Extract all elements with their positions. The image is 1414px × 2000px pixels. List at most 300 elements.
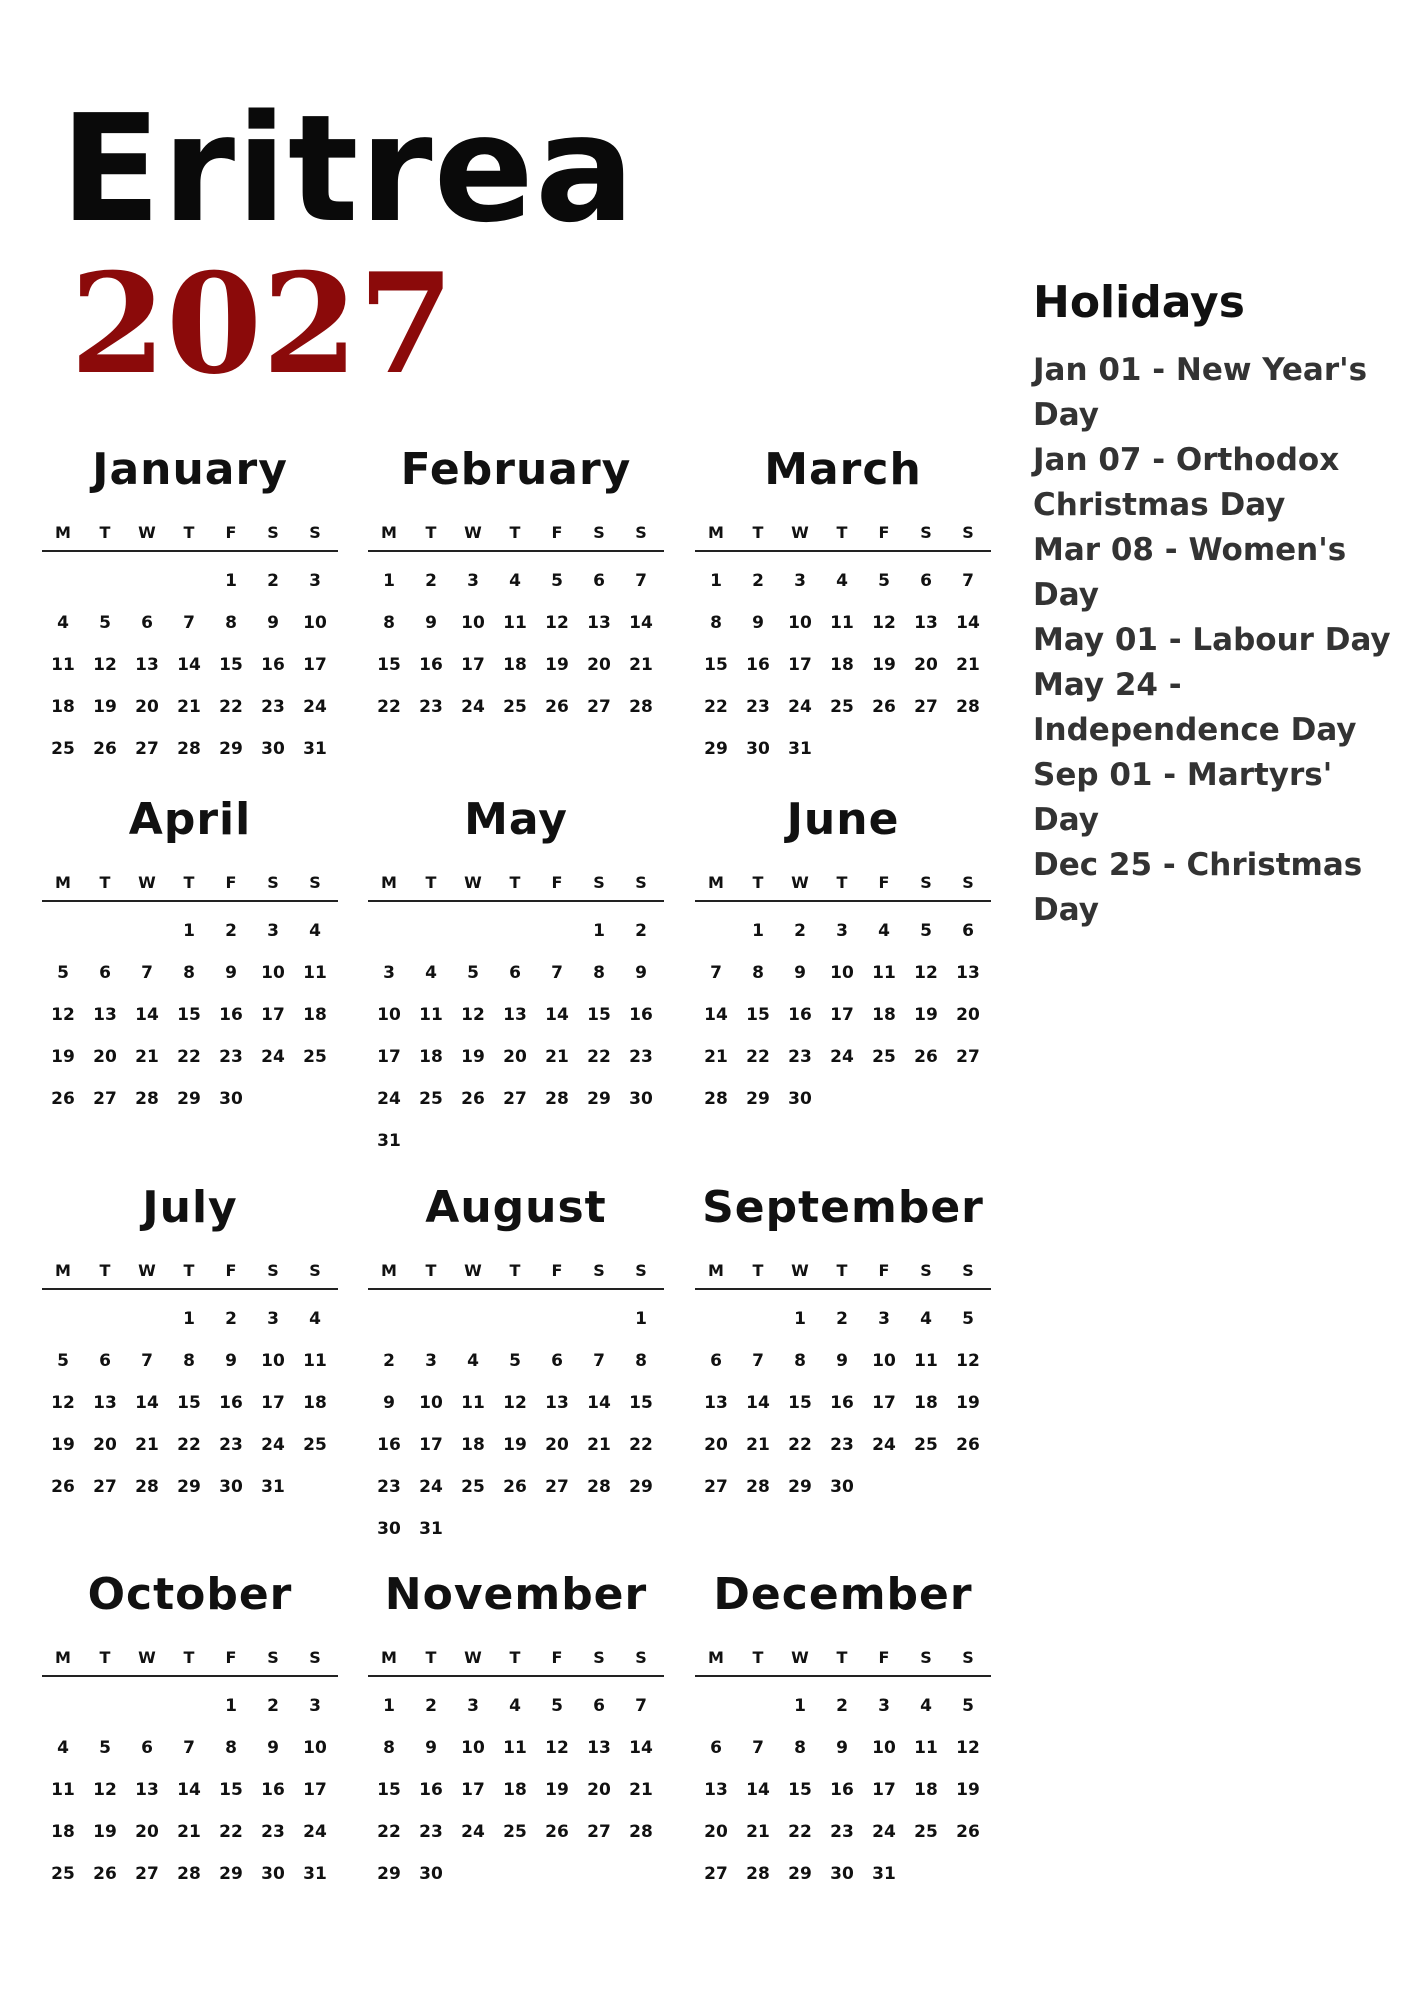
day-cell: 31 — [377, 1131, 401, 1151]
day-cell: 6 — [710, 1351, 722, 1371]
week-row — [42, 1769, 338, 1811]
week-row — [695, 560, 991, 602]
day-cell: 13 — [93, 1005, 117, 1025]
day-cell: 12 — [914, 963, 938, 983]
day-cell: 6 — [962, 921, 974, 941]
day-cell: 23 — [629, 1047, 653, 1067]
day-cell: 22 — [177, 1435, 201, 1455]
weekday-label: T — [752, 522, 764, 542]
week-row — [42, 1382, 338, 1424]
day-cell: 8 — [752, 963, 764, 983]
weekday-label: T — [99, 1260, 111, 1280]
month-february — [368, 440, 664, 728]
weekday-header — [368, 1252, 664, 1290]
day-cell: 23 — [788, 1047, 812, 1067]
weekday-header — [42, 1639, 338, 1677]
week-row — [42, 1685, 338, 1727]
day-cell: 22 — [788, 1822, 812, 1842]
week-row — [368, 1424, 664, 1466]
weekday-label: T — [836, 522, 848, 542]
day-cell: 19 — [51, 1047, 75, 1067]
weekday-label: W — [791, 522, 809, 542]
day-cell: 27 — [93, 1477, 117, 1497]
weekday-label: S — [267, 1260, 279, 1280]
day-cell: 26 — [545, 1822, 569, 1842]
day-cell: 9 — [225, 1351, 237, 1371]
day-cell: 29 — [746, 1089, 770, 1109]
month-september — [695, 1178, 991, 1508]
week-row — [42, 1340, 338, 1382]
day-cell: 12 — [51, 1005, 75, 1025]
day-cell: 13 — [914, 613, 938, 633]
weekday-label: F — [551, 522, 563, 542]
week-row — [695, 1727, 991, 1769]
day-cell: 5 — [509, 1351, 521, 1371]
weekday-header — [695, 1639, 991, 1677]
day-cell: 18 — [303, 1393, 327, 1413]
day-cell: 12 — [872, 613, 896, 633]
week-row — [42, 952, 338, 994]
day-cell: 15 — [177, 1005, 201, 1025]
days-grid — [695, 560, 991, 770]
day-cell: 20 — [135, 1822, 159, 1842]
day-cell: 28 — [746, 1477, 770, 1497]
day-cell: 15 — [219, 1780, 243, 1800]
day-cell: 13 — [704, 1780, 728, 1800]
day-cell: 27 — [587, 1822, 611, 1842]
day-cell: 22 — [629, 1435, 653, 1455]
day-cell: 14 — [746, 1780, 770, 1800]
weekday-label: T — [99, 1647, 111, 1667]
day-cell: 6 — [593, 1696, 605, 1716]
day-cell: 11 — [51, 1780, 75, 1800]
day-cell: 5 — [878, 571, 890, 591]
weekday-label: F — [225, 872, 237, 892]
day-cell: 11 — [51, 655, 75, 675]
weekday-label: T — [425, 872, 437, 892]
day-cell: 11 — [830, 613, 854, 633]
month-october — [42, 1565, 338, 1895]
day-cell: 2 — [267, 571, 279, 591]
day-cell: 6 — [710, 1738, 722, 1758]
day-cell: 9 — [836, 1351, 848, 1371]
day-cell: 18 — [914, 1393, 938, 1413]
weekday-label: W — [464, 522, 482, 542]
day-cell: 27 — [135, 1864, 159, 1884]
day-cell: 6 — [551, 1351, 563, 1371]
day-cell: 24 — [303, 697, 327, 717]
day-cell: 5 — [467, 963, 479, 983]
day-cell: 26 — [914, 1047, 938, 1067]
day-cell: 16 — [629, 1005, 653, 1025]
day-cell: 10 — [261, 963, 285, 983]
day-cell: 22 — [746, 1047, 770, 1067]
day-cell: 8 — [593, 963, 605, 983]
day-cell: 17 — [461, 655, 485, 675]
day-cell: 20 — [93, 1435, 117, 1455]
day-cell: 18 — [830, 655, 854, 675]
day-cell: 9 — [752, 613, 764, 633]
weekday-label: F — [551, 1647, 563, 1667]
month-name: August — [425, 1182, 607, 1233]
holiday-item: May 24 - Independence Day — [1033, 667, 1357, 748]
day-cell: 20 — [587, 655, 611, 675]
day-cell: 28 — [956, 697, 980, 717]
weekday-label: S — [593, 1647, 605, 1667]
day-cell: 1 — [183, 921, 195, 941]
weekday-label: W — [464, 1647, 482, 1667]
day-cell: 11 — [419, 1005, 443, 1025]
month-june — [695, 790, 991, 1120]
day-cell: 9 — [836, 1738, 848, 1758]
day-cell: 25 — [914, 1822, 938, 1842]
days-grid — [42, 560, 338, 770]
day-cell: 7 — [183, 1738, 195, 1758]
day-cell: 14 — [545, 1005, 569, 1025]
day-cell: 4 — [836, 571, 848, 591]
day-cell: 30 — [261, 1864, 285, 1884]
day-cell: 25 — [503, 697, 527, 717]
day-cell: 9 — [425, 1738, 437, 1758]
day-cell: 31 — [261, 1477, 285, 1497]
day-cell: 25 — [419, 1089, 443, 1109]
day-cell: 24 — [788, 697, 812, 717]
day-cell: 28 — [545, 1089, 569, 1109]
day-cell: 21 — [587, 1435, 611, 1455]
day-cell: 18 — [419, 1047, 443, 1067]
weekday-label: T — [509, 522, 521, 542]
day-cell: 31 — [872, 1864, 896, 1884]
week-row — [695, 644, 991, 686]
day-cell: 19 — [545, 655, 569, 675]
day-cell: 7 — [141, 963, 153, 983]
day-cell: 2 — [425, 571, 437, 591]
weekday-label: S — [635, 1260, 647, 1280]
day-cell: 5 — [962, 1309, 974, 1329]
month-name: May — [464, 794, 568, 845]
day-cell: 12 — [93, 655, 117, 675]
week-row — [695, 1811, 991, 1853]
day-cell: 14 — [629, 1738, 653, 1758]
weekday-label: S — [267, 1647, 279, 1667]
day-cell: 13 — [956, 963, 980, 983]
day-cell: 26 — [93, 1864, 117, 1884]
day-cell: 23 — [219, 1047, 243, 1067]
day-cell: 28 — [177, 739, 201, 759]
weekday-label: T — [752, 1260, 764, 1280]
day-cell: 17 — [830, 1005, 854, 1025]
day-cell: 3 — [878, 1696, 890, 1716]
weekday-label: W — [791, 872, 809, 892]
holiday-item: May 01 - Labour Day — [1033, 622, 1391, 658]
day-cell: 22 — [704, 697, 728, 717]
day-cell: 15 — [629, 1393, 653, 1413]
week-row — [368, 1811, 664, 1853]
day-cell: 31 — [303, 1864, 327, 1884]
day-cell: 12 — [93, 1780, 117, 1800]
day-cell: 25 — [872, 1047, 896, 1067]
day-cell: 1 — [183, 1309, 195, 1329]
day-cell: 3 — [383, 963, 395, 983]
day-cell: 15 — [746, 1005, 770, 1025]
day-cell: 19 — [503, 1435, 527, 1455]
week-row — [368, 910, 664, 952]
day-cell: 4 — [509, 571, 521, 591]
day-cell: 1 — [752, 921, 764, 941]
day-cell: 7 — [962, 571, 974, 591]
day-cell: 27 — [956, 1047, 980, 1067]
day-cell: 7 — [551, 963, 563, 983]
week-row — [695, 1466, 991, 1508]
month-name: February — [400, 444, 632, 495]
day-cell: 22 — [219, 697, 243, 717]
day-cell: 19 — [461, 1047, 485, 1067]
day-cell: 26 — [51, 1477, 75, 1497]
day-cell: 21 — [704, 1047, 728, 1067]
day-cell: 25 — [461, 1477, 485, 1497]
week-row — [368, 1382, 664, 1424]
day-cell: 3 — [878, 1309, 890, 1329]
week-row — [42, 1811, 338, 1853]
day-cell: 25 — [503, 1822, 527, 1842]
week-row — [368, 602, 664, 644]
day-cell: 7 — [141, 1351, 153, 1371]
weekday-label: S — [635, 1647, 647, 1667]
day-cell: 20 — [503, 1047, 527, 1067]
day-cell: 5 — [99, 1738, 111, 1758]
weekday-label: F — [878, 1260, 890, 1280]
day-cell: 14 — [704, 1005, 728, 1025]
day-cell: 30 — [261, 739, 285, 759]
weekday-label: S — [920, 522, 932, 542]
day-cell: 27 — [135, 739, 159, 759]
day-cell: 10 — [261, 1351, 285, 1371]
day-cell: 10 — [303, 1738, 327, 1758]
day-cell: 7 — [183, 613, 195, 633]
day-cell: 8 — [635, 1351, 647, 1371]
day-cell: 21 — [135, 1047, 159, 1067]
day-cell: 21 — [545, 1047, 569, 1067]
day-cell: 16 — [219, 1005, 243, 1025]
day-cell: 20 — [704, 1822, 728, 1842]
day-cell: 2 — [635, 921, 647, 941]
day-cell: 31 — [788, 739, 812, 759]
day-cell: 29 — [587, 1089, 611, 1109]
day-cell: 11 — [914, 1738, 938, 1758]
day-cell: 29 — [177, 1089, 201, 1109]
day-cell: 3 — [267, 1309, 279, 1329]
day-cell: 14 — [177, 655, 201, 675]
weekday-label: S — [309, 1647, 321, 1667]
day-cell: 2 — [225, 1309, 237, 1329]
days-grid — [368, 560, 664, 728]
days-grid — [368, 1298, 664, 1550]
day-cell: 16 — [746, 655, 770, 675]
day-cell: 1 — [635, 1309, 647, 1329]
day-cell: 22 — [177, 1047, 201, 1067]
day-cell: 2 — [225, 921, 237, 941]
day-cell: 22 — [587, 1047, 611, 1067]
month-name: April — [128, 794, 252, 845]
week-row — [42, 1727, 338, 1769]
week-row — [695, 602, 991, 644]
month-name: July — [142, 1182, 238, 1233]
week-row — [368, 686, 664, 728]
day-cell: 15 — [587, 1005, 611, 1025]
day-cell: 16 — [377, 1435, 401, 1455]
weekday-label: W — [138, 522, 156, 542]
day-cell: 11 — [503, 1738, 527, 1758]
day-cell: 14 — [177, 1780, 201, 1800]
weekday-header — [42, 1252, 338, 1290]
days-grid — [42, 1298, 338, 1508]
day-cell: 24 — [303, 1822, 327, 1842]
holidays-title: Holidays — [1033, 277, 1245, 328]
day-cell: 23 — [261, 1822, 285, 1842]
week-row — [42, 994, 338, 1036]
month-name: November — [384, 1569, 648, 1620]
day-cell: 24 — [872, 1435, 896, 1455]
day-cell: 25 — [914, 1435, 938, 1455]
day-cell: 22 — [219, 1822, 243, 1842]
weekday-label: S — [635, 872, 647, 892]
weekday-label: W — [138, 1260, 156, 1280]
day-cell: 17 — [303, 655, 327, 675]
holiday-item: Jan 07 - Orthodox Christmas Day — [1033, 442, 1340, 523]
week-row — [42, 1466, 338, 1508]
day-cell: 11 — [303, 1351, 327, 1371]
day-cell: 9 — [383, 1393, 395, 1413]
day-cell: 21 — [135, 1435, 159, 1455]
day-cell: 28 — [135, 1089, 159, 1109]
month-name: September — [702, 1182, 984, 1233]
day-cell: 28 — [704, 1089, 728, 1109]
day-cell: 30 — [830, 1864, 854, 1884]
week-row — [42, 1853, 338, 1895]
day-cell: 21 — [746, 1822, 770, 1842]
day-cell: 14 — [746, 1393, 770, 1413]
day-cell: 2 — [836, 1696, 848, 1716]
day-cell: 25 — [830, 697, 854, 717]
holiday-item: Jan 01 - New Year's Day — [1033, 352, 1368, 433]
day-cell: 17 — [261, 1393, 285, 1413]
week-row — [368, 1769, 664, 1811]
day-cell: 9 — [267, 613, 279, 633]
day-cell: 23 — [261, 697, 285, 717]
weekday-label: M — [708, 1647, 724, 1667]
month-march — [695, 440, 991, 770]
day-cell: 21 — [629, 655, 653, 675]
month-name: March — [764, 444, 922, 495]
day-cell: 16 — [419, 1780, 443, 1800]
day-cell: 13 — [545, 1393, 569, 1413]
day-cell: 19 — [956, 1393, 980, 1413]
week-row — [368, 952, 664, 994]
day-cell: 5 — [962, 1696, 974, 1716]
weekday-label: S — [593, 1260, 605, 1280]
weekday-header — [368, 1639, 664, 1677]
weekday-label: M — [55, 522, 71, 542]
week-row — [695, 1382, 991, 1424]
day-cell: 10 — [419, 1393, 443, 1413]
weekday-label: W — [138, 1647, 156, 1667]
day-cell: 11 — [872, 963, 896, 983]
day-cell: 20 — [956, 1005, 980, 1025]
day-cell: 30 — [419, 1864, 443, 1884]
weekday-label: F — [551, 1260, 563, 1280]
month-august — [368, 1178, 664, 1550]
day-cell: 4 — [509, 1696, 521, 1716]
day-cell: 17 — [261, 1005, 285, 1025]
day-cell: 25 — [51, 739, 75, 759]
day-cell: 26 — [51, 1089, 75, 1109]
week-row — [368, 1120, 664, 1162]
week-row — [695, 1340, 991, 1382]
day-cell: 26 — [503, 1477, 527, 1497]
day-cell: 29 — [219, 1864, 243, 1884]
day-cell: 15 — [377, 655, 401, 675]
day-cell: 23 — [746, 697, 770, 717]
weekday-label: T — [99, 522, 111, 542]
day-cell: 3 — [467, 571, 479, 591]
day-cell: 2 — [425, 1696, 437, 1716]
day-cell: 2 — [752, 571, 764, 591]
week-row — [368, 1685, 664, 1727]
day-cell: 22 — [377, 1822, 401, 1842]
week-row — [368, 994, 664, 1036]
day-cell: 1 — [593, 921, 605, 941]
day-cell: 24 — [419, 1477, 443, 1497]
day-cell: 6 — [99, 1351, 111, 1371]
day-cell: 10 — [461, 613, 485, 633]
day-cell: 21 — [956, 655, 980, 675]
weekday-label: M — [55, 872, 71, 892]
weekday-header — [42, 864, 338, 902]
day-cell: 4 — [425, 963, 437, 983]
day-cell: 18 — [503, 655, 527, 675]
calendar-year: 2027 — [70, 242, 455, 405]
day-cell: 5 — [920, 921, 932, 941]
day-cell: 27 — [914, 697, 938, 717]
day-cell: 7 — [710, 963, 722, 983]
week-row — [42, 644, 338, 686]
day-cell: 19 — [872, 655, 896, 675]
week-row — [368, 560, 664, 602]
day-cell: 24 — [830, 1047, 854, 1067]
weekday-header — [695, 1252, 991, 1290]
weekday-label: T — [509, 1260, 521, 1280]
day-cell: 21 — [177, 697, 201, 717]
day-cell: 13 — [704, 1393, 728, 1413]
day-cell: 12 — [503, 1393, 527, 1413]
day-cell: 13 — [587, 1738, 611, 1758]
holiday-item: Mar 08 - Women's Day — [1033, 532, 1347, 613]
day-cell: 21 — [177, 1822, 201, 1842]
day-cell: 20 — [587, 1780, 611, 1800]
day-cell: 5 — [551, 1696, 563, 1716]
month-name: October — [87, 1569, 293, 1620]
weekday-label: M — [381, 1647, 397, 1667]
days-grid — [695, 910, 991, 1120]
day-cell: 9 — [267, 1738, 279, 1758]
weekday-label: M — [381, 872, 397, 892]
day-cell: 27 — [587, 697, 611, 717]
month-may — [368, 790, 664, 1162]
day-cell: 19 — [545, 1780, 569, 1800]
day-cell: 20 — [545, 1435, 569, 1455]
day-cell: 14 — [135, 1393, 159, 1413]
month-april — [42, 790, 338, 1120]
